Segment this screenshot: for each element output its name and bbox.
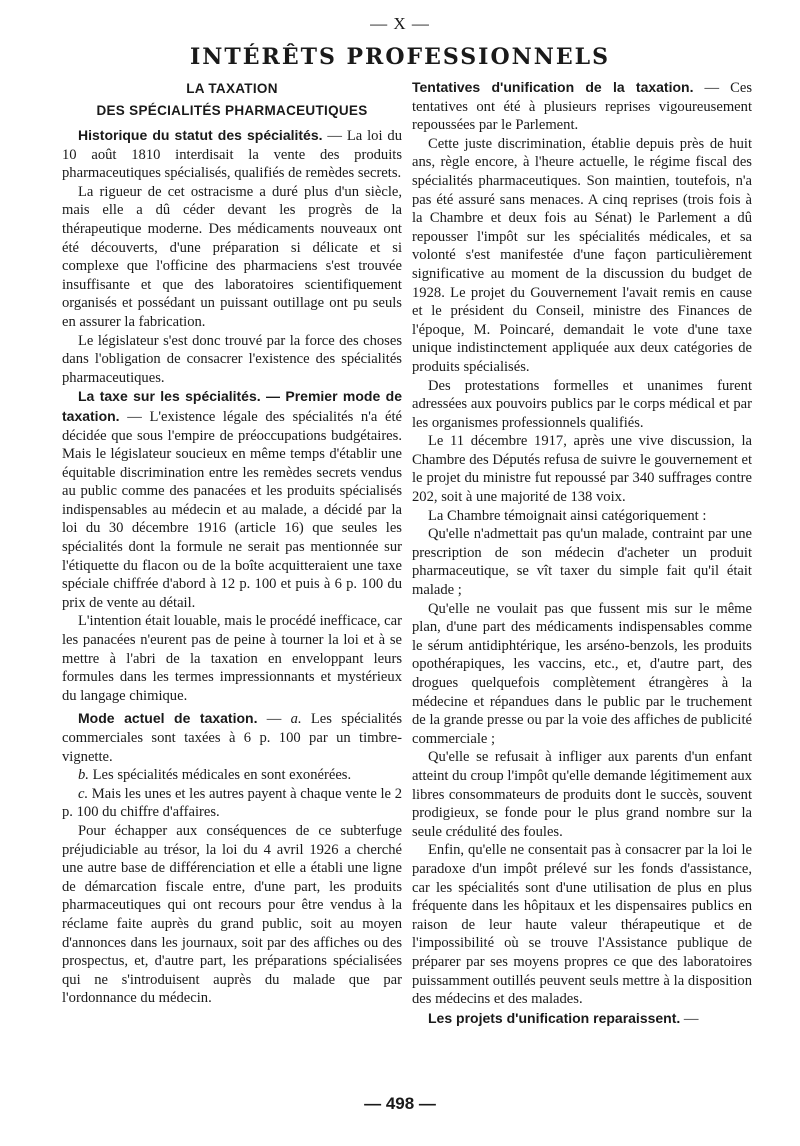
left-column	[62, 78, 402, 1008]
page-number: — 498 —	[364, 1094, 436, 1113]
paragraph-projets-text: —	[680, 1010, 699, 1027]
paragraph-vote: Le 11 décembre 1917, après une vive discussion, la Chambre des Députés refusa de suivre le gouvernement et le projet du ministre fut repoussé par 340 suffrages contre 202, soit à une majorité de 138 voix.	[412, 433, 752, 506]
paragraph-malade: Qu'elle n'admettait pas qu'un malade, contraint par une prescription de son médecin d'acheter un produit pharmaceutique, se vît taxer du simple fait qu'il était malade ;	[412, 526, 752, 599]
paragraph-protestations: Des protestations formelles et unanimes furent adressées aux pouvoirs publics par le corps médical et par les organismes professionnels qualifiés.	[412, 377, 752, 431]
paragraph-historique-text: — La loi du 10 août 1810 interdisait la vente des produits pharmaceutiques spécialisés, qualifiés de remèdes secrets.	[62, 128, 402, 182]
heading-premier-mode: La taxe sur les spécialités. — Premier mode de taxation.	[62, 388, 402, 424]
paragraph-meme-plan: Qu'elle ne voulait pas que fussent mis sur le même plan, d'une part des médicaments indispensables comme le sérum antidiphtérique, les arséno-benzols, les produits opothérapiques, les vaccins, etc., et, d'autre part, des drogues quelquefois complètement étrangères à la médecine et répandues dans le public par le truchement de la grande presse ou par la voie des affiches de publicité commerciale ;	[412, 600, 752, 747]
item-marker-a: a.	[290, 711, 302, 728]
heading-tentatives: Tentatives d'unification de la taxation.	[412, 79, 694, 95]
item-marker-b: b.	[78, 767, 89, 784]
section-title: INTÉRÊTS PROFESSIONNELS	[190, 44, 610, 70]
paragraph-croup: Qu'elle se refusait à infliger aux parents d'un enfant atteint du croup l'impôt qu'elle demande légitimement aux libres consommateurs de produits dont le succès, souvent prodigieux, se fonde pour le plus grand nombre sur la seule crédulité des foules.	[412, 749, 752, 840]
paragraph-item-b	[62, 766, 402, 785]
paragraph-rigueur: La rigueur de cet ostracisme a duré plus d'un siècle, mais elle a dû céder devant les progrès de la thérapeutique moderne. Des médicaments nouveaux ont été découverts, d'une préparation si délicate et si complexe que l'officine des pharmaciens s'est trouvée insuffisante et que des laboratoires scientifiquement organisés et possédant un puissant outillage ont pu seuls en assurer la fabrication.	[62, 183, 402, 330]
paragraph-chambre: La Chambre témoignait ainsi catégoriquement :	[428, 507, 707, 524]
paragraph-tentatives-text: — Ces tentatives ont été à plusieurs reprises vigoureusement repoussées par le Parlement.	[412, 80, 753, 134]
paragraph-legislateur: Le législateur s'est donc trouvé par la force des choses dans l'obligation de consacrer l'existence des spécialités pharmaceutiques.	[62, 332, 402, 386]
paragraph-tentatives	[412, 78, 752, 135]
paragraph-item-b-text: Les spécialités médicales en sont exonérées.	[88, 767, 352, 784]
paragraph-assistance: Enfin, qu'elle ne consentait pas à consacrer par la loi le paradoxe d'un impôt prélevé sur les fonds d'assistance, car les spécialités sont d'une utilisation de plus en plus fréquente dans les hôpitaux et les dispensaires publics en raison de leur haute valeur thérapeutique et de l'impossibilité où se trouve l'Assistance publique de préparer par ses moyens propres ce que des laboratoires puissamment outillés peuvent seuls mettre à la disposition des médecins et des malades.	[412, 842, 752, 1008]
paragraph-mode-actuel-text: Les spécialités commerciales sont taxées à 6 p. 100 par un timbre-vignette.	[62, 711, 403, 765]
heading-historique: Historique du statut des spécialités.	[78, 127, 323, 143]
paragraph-historique	[62, 126, 402, 183]
paragraph-discrimination: Cette juste discrimination, établie depuis près de huit ans, règle encore, à l'heure actuelle, le régime fiscal des spécialités pharmaceutiques. Son maintien, toutefois, n'a pas été assuré sans menaces. A cinq reprises (trois fois à la Chambre et deux fois au Sénat) le Parlement a dû repousser l'impôt sur les spécialités médicales, et sa volonté s'est manifestée d'une façon particulièrement significative au moment de la discussion du budget de 1928. Le projet du Gouvernement l'avait remis en cause et le président du Conseil, ministre des Finances de l'époque, M. Poincaré, demandait le vote d'une taxe unique indistinctement appliquée aux deux catégories de produits spécialisés.	[412, 135, 752, 375]
article-title-line-2: DES SPÉCIALITÉS PHARMACEUTIQUES	[96, 103, 368, 118]
paragraph-item-c	[62, 785, 402, 822]
heading-mode-actuel: Mode actuel de taxation.	[78, 710, 258, 727]
heading-projets: Les projets d'unification reparaissent.	[428, 1009, 681, 1026]
roman-folio: — X —	[370, 14, 430, 33]
right-column	[412, 78, 752, 1028]
paragraph-item-c-text: Mais les unes et les autres payent à chaque vente le 2 p. 100 du chiffre d'affaires.	[62, 785, 402, 821]
paragraph-subterfuge: Pour échapper aux conséquences de ce subterfuge préjudiciable au trésor, la loi du 4 avril 1926 a cherché une autre base de différenciation et elle a établi une ligne de démarcation fiscale entre, d'une part, les produits pharmaceutiques qui ont recours pour être vendus à la réclame faite auprès du grand public, soit au moyen d'annonces dans les journaux, soit par des affiches ou des prospectus, et, d'autre part, les préparations spécialisées qui ne s'introduisent auprès du malade que par l'ordonnance du médecin.	[62, 822, 402, 1007]
paragraph-projets	[412, 1009, 752, 1029]
paragraph-premier-mode-text: — L'existence légale des spécialités n'a été décidée que sous l'empire de préoccupations budgétaires. Mais le législateur soucieux en même temps d'établir une équitable discrimination entre les remèdes secrets vendus au public comme des panacées et les produits spécialisés indispensables au médecin et au malade, a décidé par la loi du 30 décembre 1916 (article 16) que seules les spécialités dont la formule ne serait pas mentionnée sur l'étiquette du flacon ou de la boîte acquitteraient une taxe spéciale chiffrée d'abord à 12 p. 100 et puis à 6 p. 100 du prix de vente au détail.	[62, 408, 402, 611]
paragraph-mode-actuel	[62, 709, 402, 766]
item-marker-c: c.	[78, 785, 89, 802]
paragraph-premier-mode	[62, 387, 402, 612]
paragraph-intention: L'intention était louable, mais le procédé inefficace, car les panacées n'eurent pas de peine à tourner la loi et à se mettre à l'abri de la taxation en enveloppant leurs formules dans les termes impressionnants et mystérieux du langage chimique.	[62, 613, 402, 704]
dash: —	[257, 711, 291, 728]
article-title-line-1: LA TAXATION	[186, 81, 278, 96]
